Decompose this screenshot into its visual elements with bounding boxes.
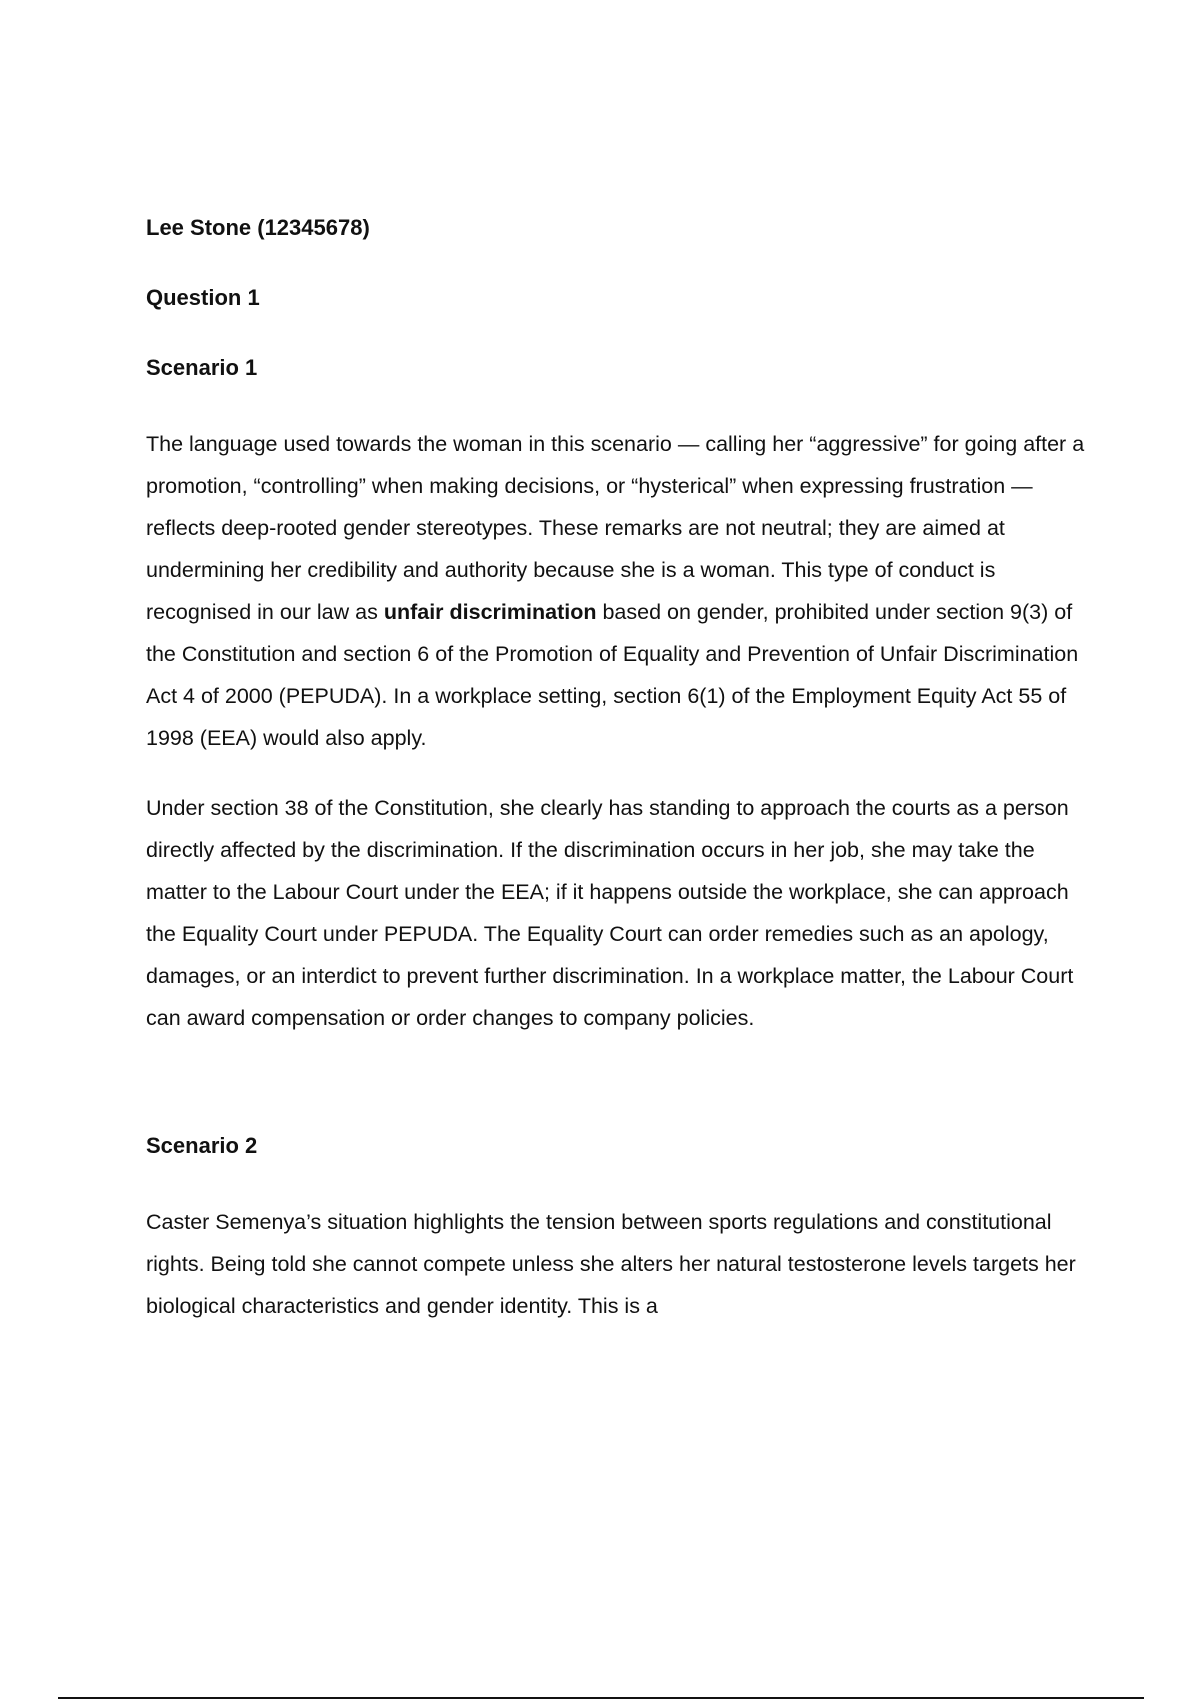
scenario-2-paragraph-1: Caster Semenya’s situation highlights the tension between sports regulations and constitutional rights. Being told she cannot compete unless she alters her natural testosterone levels targets her biological characteristics and gender identity. This is a bbox=[146, 1210, 1076, 1318]
document-body bbox=[146, 213, 1096, 1327]
bold-term-unfair-discrimination: unfair discrimination bbox=[383, 600, 597, 624]
scenario-1-heading: Scenario 1 bbox=[146, 355, 258, 380]
paragraph-text: based on gender, prohibited under section 9(3) of the Constitution and section 6 of the Promotion of Equality and Prevention of Unfair Discrimination Act 4 of 2000 (PEPUDA). In a workplace setting, section 6(1) of the Employment Equity Act 55 of 1998 (EEA) would also apply. bbox=[146, 600, 1079, 750]
scenario-1-paragraph-1 bbox=[146, 423, 1096, 759]
scenario-1-paragraph-2: Under section 38 of the Constitution, she clearly has standing to approach the courts as a person directly affected by the discrimination. If the discrimination occurs in her job, she may take the matter to the Labour Court under the EEA; if it happens outside the workplace, she can approach the Equality Court under PEPUDA. The Equality Court can order remedies such as an apology, damages, or an interdict to prevent further discrimination. In a workplace matter, the Labour Court can award compensation or order changes to company policies. bbox=[146, 796, 1074, 1030]
question-heading: Question 1 bbox=[146, 285, 260, 310]
page-bottom-divider bbox=[58, 1697, 1144, 1699]
scenario-2-heading: Scenario 2 bbox=[146, 1133, 258, 1158]
paragraph-text: The language used towards the woman in this scenario — calling her “aggressive” for going after a promotion, “controlling” when making decisions, or “hysterical” when expressing frustration — reflects deep-rooted gender stereotypes. These remarks are not neutral; they are aimed at undermining her credibility and authority because she is a woman. This type of conduct is recognised in our law as bbox=[146, 432, 1085, 624]
student-name-line: Lee Stone (12345678) bbox=[146, 215, 370, 240]
